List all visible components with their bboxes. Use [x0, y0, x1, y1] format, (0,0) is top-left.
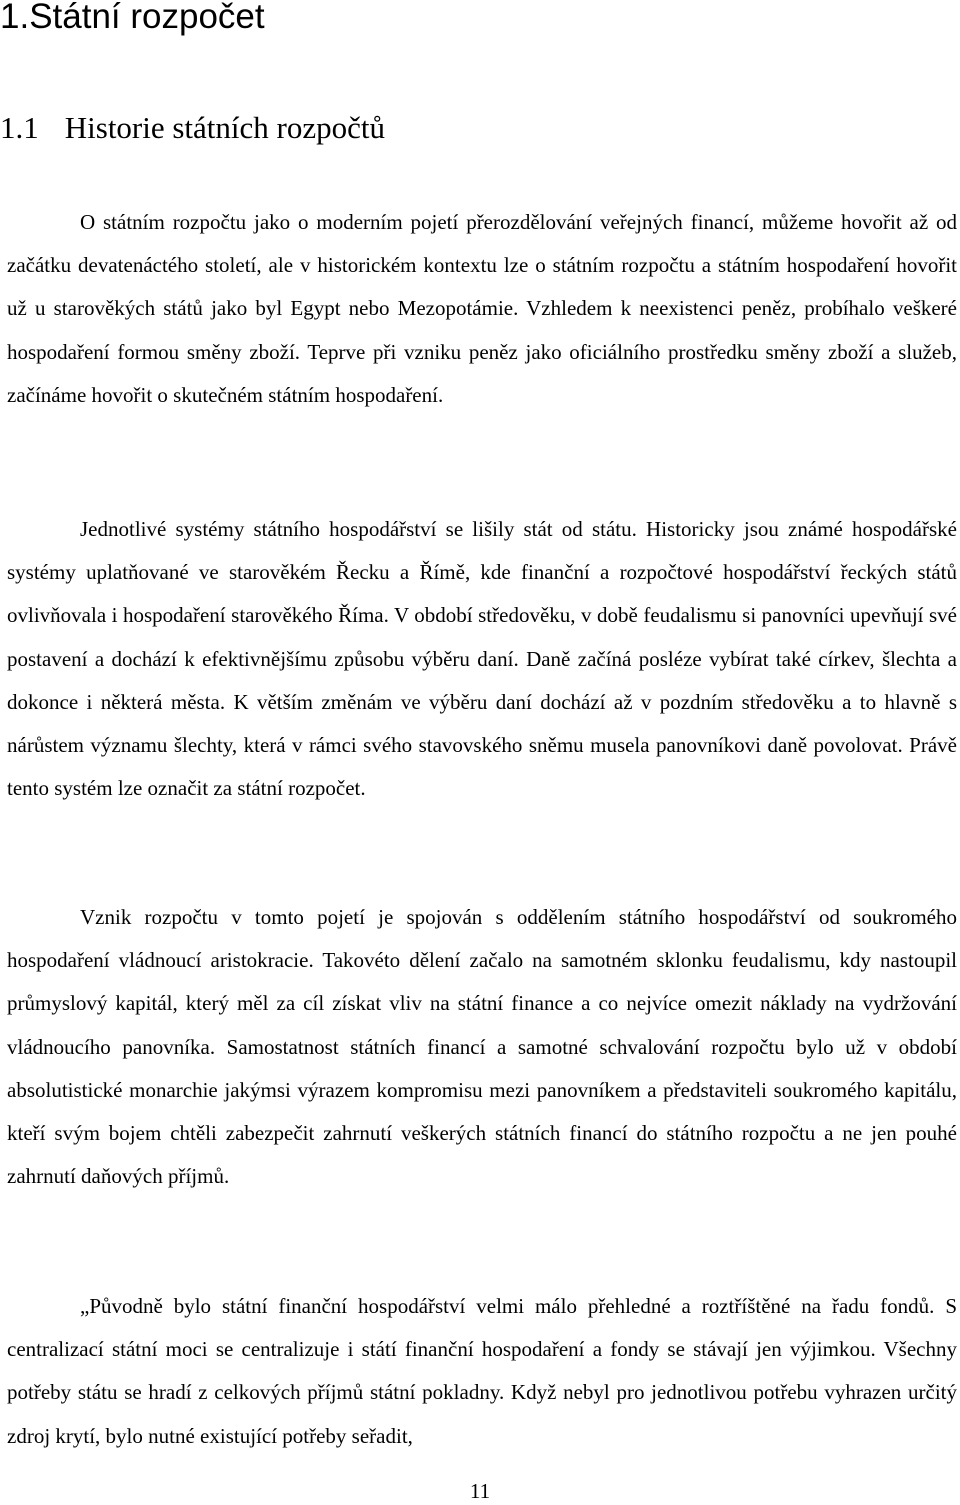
paragraph-1: O státním rozpočtu jako o moderním pojetí přerozdělování veřejných financí, můžeme hovořit až od začátku devatenáctého století, ale v historickém kontextu lze o státním rozpočtu a státním hospodaření hovořit už u starověkých států jako byl Egypt nebo Mezopotámie. Vzhledem k neexistenci peněz, probíhalo veškeré hospodaření formou směny zboží. Teprve při vzniku peněz jako oficiálního prostředku směny zboží a služeb, začínáme hovořit o skutečném státním hospodaření.	[7, 210, 957, 407]
page-number: 11	[469, 1479, 491, 1503]
section-number: 1.1	[0, 110, 39, 145]
paragraph-4-quote: „Původně bylo státní finanční hospodářství velmi málo přehledné a roztříštěné na řadu fondů. S centralizací státní moci se centralizuje i státí finanční hospodaření a fondy se stávají jen výjimkou. Všechny potřeby státu se hradí z celkových příjmů státní pokladny. Když nebyl pro jednotlivou potřebu vyhrazen určitý zdroj krytí, bylo nutné existující potřeby seřadit,	[7, 1294, 957, 1448]
chapter-number: 1.	[0, 0, 30, 36]
paragraph-3: Vznik rozpočtu v tomto pojetí je spojován s oddělením státního hospodářství od soukromého hospodaření vládnoucí aristokracie. Takovéto dělení začalo na samotném sklonku feudalismu, kdy nastoupil průmyslový kapitál, který měl za cíl získat vliv na státní finance a co nejvíce omezit náklady na vydržování vládnoucího panovníka. Samostatnost státních financí a samotné schvalování rozpočtu bylo už v období absolutistické monarchie jakýmsi výrazem kompromisu mezi panovníkem a představiteli soukromého kapitálu, kteří svým bojem chtěli zabezpečit zahrnutí veškerých státních financí do státního rozpočtu a ne jen pouhé zahrnutí daňových příjmů.	[7, 905, 957, 1189]
chapter-heading	[0, 0, 265, 40]
section-heading	[0, 108, 385, 148]
paragraph-2: Jednotlivé systémy státního hospodářství se lišily stát od státu. Historicky jsou známé hospodářské systémy uplatňované ve starověkém Řecku a Římě, kde finanční a rozpočtové hospodářství řeckých států ovlivňovala i hospodaření starověkého Říma. V období středověku, v době feudalismu si panovníci upevňují své postavení a dochází k efektivnějšímu způsobu výběru daní. Daně začíná posléze vybírat také církev, šlechta a dokonce i některá města. K větším změnám ve výběru daní dochází až v pozdním středověku a to hlavně s nárůstem významu šlechty, která v rámci svého stavovského sněmu musela panovníkovi daně povolovat. Právě tento systém lze označit za státní rozpočet.	[7, 517, 957, 801]
chapter-title: Státní rozpočet	[29, 0, 265, 36]
section-title: Historie státních rozpočtů	[64, 110, 385, 145]
